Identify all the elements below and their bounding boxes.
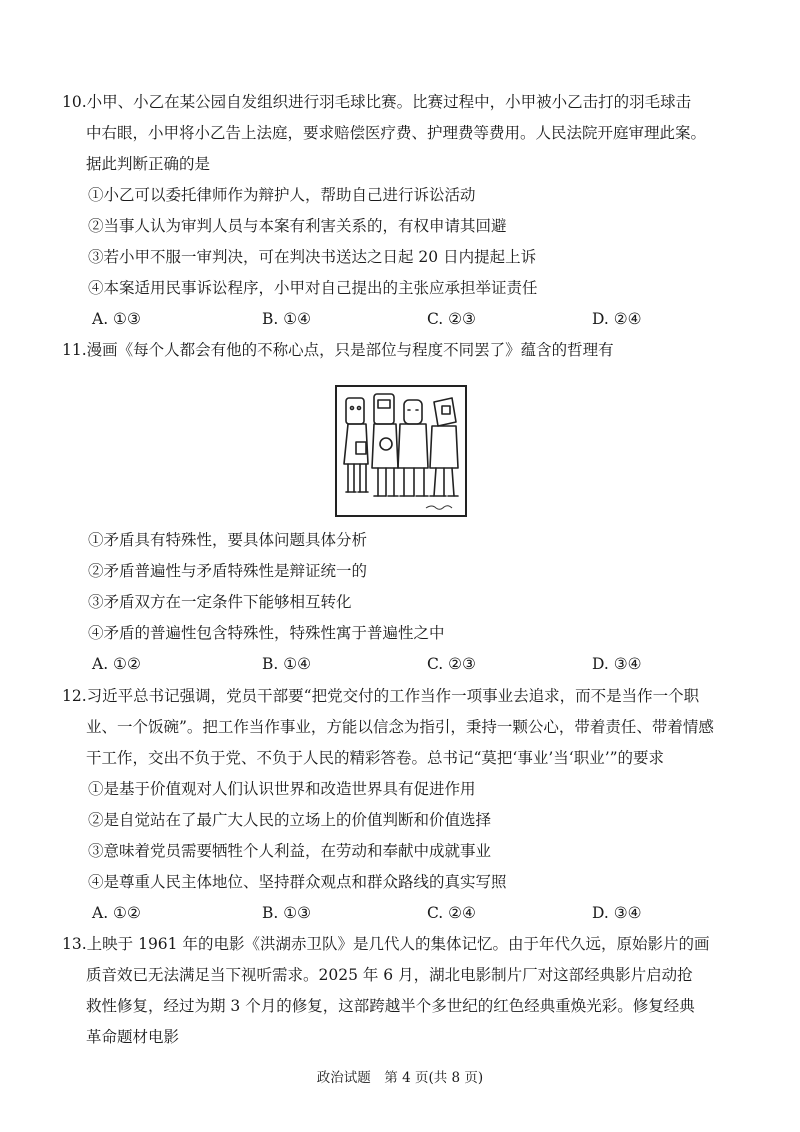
q12-option-d[interactable]: D. ③④ — [592, 904, 642, 922]
q10-option-d[interactable]: D. ②④ — [592, 310, 642, 328]
q12-statement-1: ①是基于价值观对人们认识世界和改造世界具有促进作用 — [88, 780, 476, 798]
q10-statement-2: ②当事人认为审判人员与本案有利害关系的，有权申请其回避 — [88, 217, 507, 235]
q10-statement-3: ③若小甲不服一审判决，可在判决书送达之日起 20 日内提起上诉 — [88, 248, 537, 266]
q12-stem-line-3: 干工作，交出不负于党、不负于人民的精彩答卷。总书记“莫把‘事业’当‘职业’”的要求 — [86, 749, 665, 767]
q10-stem-line-1: 10.小甲、小乙在某公园自发组织进行羽毛球比赛。比赛过程中，小甲被小乙击打的羽毛球击 — [62, 93, 692, 111]
q12-option-c[interactable]: C. ②④ — [427, 904, 476, 922]
q12-stem-line-2: 业、一个饭碗”。把工作当作事业，方能以信念为指引，秉持一颗公心，带着责任、带着情感 — [86, 718, 714, 736]
q10-statement-1: ①小乙可以委托律师作为辩护人，帮助自己进行诉讼活动 — [88, 186, 476, 204]
q10-option-c[interactable]: C. ②③ — [427, 310, 476, 328]
q13-stem-line-1: 13.上映于 1961 年的电影《洪湖赤卫队》是几代人的集体记忆。由于年代久远，原始影片的画 — [62, 935, 710, 953]
q11-stem-line-1: 11.漫画《每个人都会有他的不称心点，只是部位与程度不同罢了》蕴含的哲理有 — [62, 341, 614, 359]
q12-option-a[interactable]: A. ①② — [92, 904, 141, 922]
q11-option-c[interactable]: C. ②③ — [427, 655, 476, 673]
q10-stem-line-3: 据此判断正确的是 — [86, 155, 211, 173]
q11-statement-4: ④矛盾的普遍性包含特殊性，特殊性寓于普遍性之中 — [88, 624, 445, 642]
q10-stem-line-2: 中右眼，小甲将小乙告上法庭，要求赔偿医疗费、护理费等费用。人民法院开庭审理此案。 — [86, 124, 707, 142]
q11-statement-3: ③矛盾双方在一定条件下能够相互转化 — [88, 593, 352, 611]
cartoon-image — [334, 384, 468, 518]
q11-option-b[interactable]: B. ①④ — [262, 655, 312, 673]
q11-statement-2: ②矛盾普遍性与矛盾特殊性是辩证统一的 — [88, 562, 368, 580]
q10-option-b[interactable]: B. ①④ — [262, 310, 312, 328]
page-footer: 政治试题 第 4 页(共 8 页) — [316, 1070, 484, 1086]
q13-stem-line-3: 救性修复，经过为期 3 个月的修复，这部跨越半个多世纪的红色经典重焕光彩。修复经典 — [86, 997, 695, 1015]
q13-stem-line-2: 质音效已无法满足当下视听需求。2025 年 6 月，湖北电影制片厂对这部经典影片启动抢 — [86, 966, 693, 984]
q12-statement-4: ④是尊重人民主体地位、坚持群众观点和群众路线的真实写照 — [88, 873, 507, 891]
q12-statement-2: ②是自觉站在了最广大人民的立场上的价值判断和价值选择 — [88, 811, 492, 829]
q12-statement-3: ③意味着党员需要牺牲个人利益，在劳动和奉献中成就事业 — [88, 842, 492, 860]
q13-stem-line-4: 革命题材电影 — [86, 1028, 180, 1046]
q10-statement-4: ④本案适用民事诉讼程序，小甲对自己提出的主张应承担举证责任 — [88, 279, 538, 297]
q11-option-d[interactable]: D. ③④ — [592, 655, 642, 673]
q11-option-a[interactable]: A. ①② — [92, 655, 141, 673]
q12-stem-line-1: 12.习近平总书记强调，党员干部要“把党交付的工作当作一项事业去追求，而不是当作一个职 — [62, 687, 700, 705]
q10-option-a[interactable]: A. ①③ — [92, 310, 141, 328]
q11-statement-1: ①矛盾具有特殊性，要具体问题具体分析 — [88, 531, 368, 549]
q12-option-b[interactable]: B. ①③ — [262, 904, 312, 922]
